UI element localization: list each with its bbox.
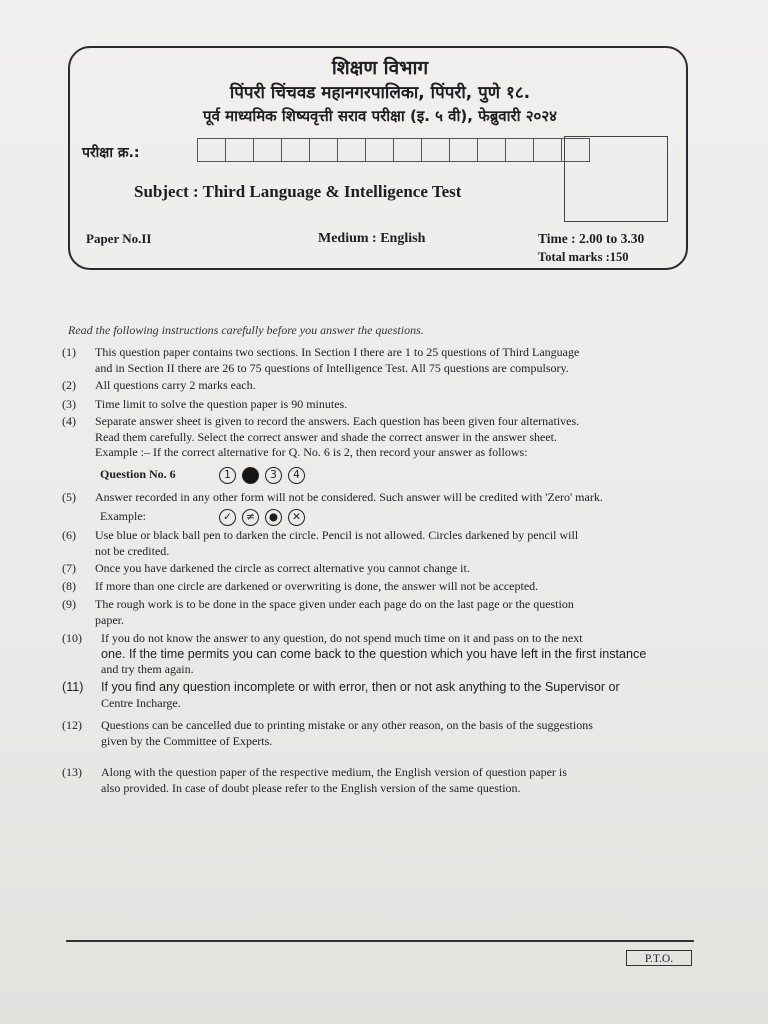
instruction-line: Answer recorded in any other form will not be considered. Such answer will be credited with 'Zero' mark. <box>95 490 603 504</box>
instructions-intro: Read the following instructions carefully before you answer the questions. <box>68 323 424 337</box>
instruction-text <box>95 561 715 577</box>
instruction-line: and try them again. <box>101 662 194 676</box>
instruction-number: (12) <box>62 718 82 732</box>
answer-bubble: 1 <box>219 467 236 484</box>
instruction-number: (1) <box>62 345 76 359</box>
subject-title: Subject : Third Language & Intelligence Test <box>134 182 462 201</box>
instruction-number: (10) <box>62 631 82 645</box>
instruction-number: (7) <box>62 561 76 575</box>
wrong-example-label: Example: <box>100 509 146 524</box>
instruction-line: Time limit to solve the question paper is 90 minutes. <box>95 397 348 411</box>
seat-digit-box <box>281 138 310 162</box>
instruction-line: Separate answer sheet is given to record the answers. Each question has been given four alternatives. <box>95 414 580 428</box>
pto-label: P.T.O. <box>626 950 692 966</box>
x-marked-bubble: ✕ <box>288 509 305 526</box>
seat-digit-box <box>197 138 226 162</box>
instruction-text <box>101 765 721 796</box>
crossed-bubble: ✓ <box>219 509 236 526</box>
instruction-number: (2) <box>62 378 76 392</box>
instruction-text <box>95 528 715 559</box>
example-question-label: Question No. 6 <box>100 467 176 482</box>
total-marks-label: Total marks :150 <box>538 250 629 264</box>
instruction-text <box>95 345 715 376</box>
paper-number: Paper No.II <box>86 231 152 246</box>
overwritten-bubble: ≠ <box>242 509 259 526</box>
instruction-line: If you do not know the answer to any question, do not spend much time on it and pass on to the next <box>101 631 583 645</box>
instruction-line: If you find any question incomplete or with error, then or not ask anything to the Supervisor or <box>101 680 620 694</box>
footer-divider <box>66 940 694 942</box>
seat-digit-box <box>309 138 338 162</box>
instruction-line: not be credited. <box>95 543 170 558</box>
instruction-line: paper. <box>95 612 124 627</box>
seat-digit-box <box>533 138 562 162</box>
instruction-text <box>95 397 715 413</box>
instruction-number: (6) <box>62 528 76 542</box>
time-label: Time : 2.00 to 3.30 <box>538 231 645 246</box>
header-box <box>68 46 688 270</box>
instruction-line: Read them carefully. Select the correct answer and shade the correct answer in the answer sheet. <box>95 429 558 444</box>
seat-number-boxes <box>198 138 590 162</box>
answer-bubble: 3 <box>265 467 282 484</box>
instruction-text <box>95 378 715 394</box>
dotted-bubble: ● <box>265 509 282 526</box>
instruction-number: (3) <box>62 397 76 411</box>
seat-digit-box <box>505 138 534 162</box>
instruction-number: (9) <box>62 597 76 611</box>
instruction-line: given by the Committee of Experts. <box>101 733 273 748</box>
seat-number-label: परीक्षा क्र.: <box>82 145 140 161</box>
instruction-text <box>101 718 721 749</box>
seat-digit-box <box>253 138 282 162</box>
instruction-line: also provided. In case of doubt please refer to the English version of the same question. <box>101 780 521 795</box>
instruction-number: (8) <box>62 579 76 593</box>
wrong-example-row <box>100 509 308 526</box>
photo-box <box>564 136 668 222</box>
instruction-line: Once you have darkened the circle as correct alternative you cannot change it. <box>95 561 470 575</box>
instruction-line: Centre Incharge. <box>101 695 181 710</box>
instruction-line: All questions carry 2 marks each. <box>95 378 256 392</box>
instruction-text <box>101 631 721 678</box>
instruction-line: Questions can be cancelled due to printing mistake or any other reason, on the basis of the suggestions <box>101 718 593 732</box>
medium-label: Medium : English <box>318 231 426 246</box>
instruction-line: This question paper contains two sections. In Section I there are 1 to 25 questions of Third Language <box>95 345 580 359</box>
instruction-number: (4) <box>62 414 76 428</box>
answer-bubble: 4 <box>288 467 305 484</box>
instruction-line: If more than one circle are darkened or overwriting is done, the answer will not be accepted. <box>95 579 539 593</box>
seat-digit-box <box>365 138 394 162</box>
instruction-line: Example :– If the correct alternative for Q. No. 6 is 2, then record your answer as follows: <box>95 445 528 459</box>
seat-digit-box <box>393 138 422 162</box>
instruction-text <box>95 490 715 506</box>
instruction-line: one. If the time permits you can come back to the question which you have left in the first instance <box>101 646 647 661</box>
instruction-number: (5) <box>62 490 76 504</box>
instruction-line: and in Section II there are 26 to 75 questions of Intelligence Test. All 75 questions are compulsory. <box>95 360 569 375</box>
seat-digit-box <box>337 138 366 162</box>
seat-digit-box <box>421 138 450 162</box>
seat-digit-box <box>225 138 254 162</box>
instruction-number: (11) <box>62 680 84 694</box>
seat-digit-box <box>449 138 478 162</box>
exam-title: पूर्व माध्यमिक शिष्यवृत्ती सराव परीक्षा (इ. ५ वी), फेब्रुवारी २०२४ <box>203 107 557 125</box>
seat-digit-box <box>477 138 506 162</box>
instruction-line: Use blue or black ball pen to darken the circle. Pencil is not allowed. Circles darkened by pencil will <box>95 528 579 542</box>
corporation-name: पिंपरी चिंचवड महानगरपालिका, पिंपरी, पुणे १८. <box>229 83 531 103</box>
example-question-row <box>100 467 308 484</box>
instruction-text <box>95 414 715 461</box>
instruction-text <box>95 597 715 628</box>
department-title: शिक्षण विभाग <box>331 57 429 79</box>
instruction-line: The rough work is to be done in the space given under each page do on the last page or the question <box>95 597 574 611</box>
instruction-number: (13) <box>62 765 82 779</box>
instruction-line: Along with the question paper of the respective medium, the English version of question paper is <box>101 765 567 779</box>
instruction-text <box>101 680 721 711</box>
answer-bubble-filled <box>242 467 259 484</box>
instruction-text <box>95 579 715 595</box>
